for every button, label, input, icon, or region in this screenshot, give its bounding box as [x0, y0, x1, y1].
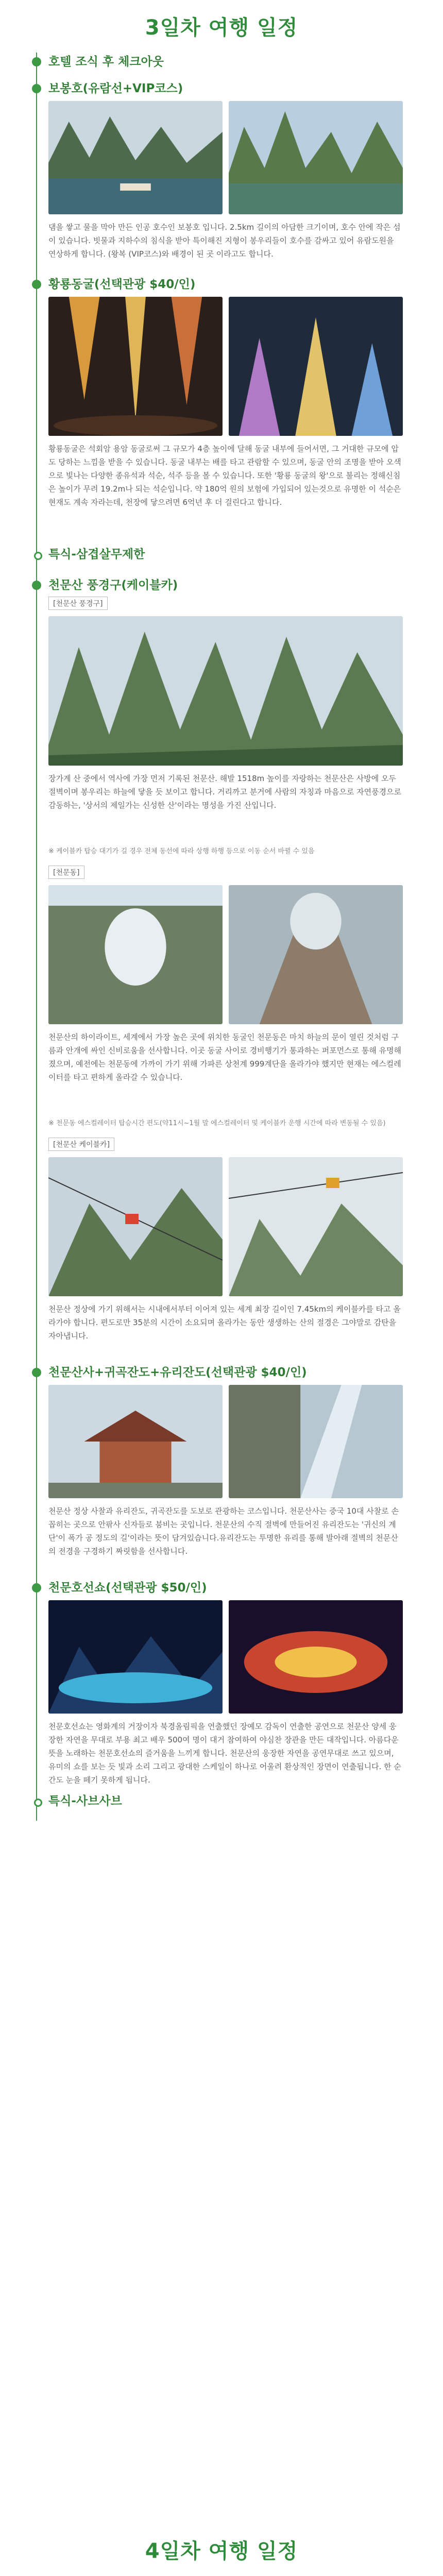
photo-row — [48, 1600, 403, 1714]
item-note: ※ 케이블카 탑승 대기가 길 경우 전체 동선에 따라 상행 하행 등으로 이동 순서 바뀔 수 있음 — [48, 848, 315, 855]
day3-title: 3일차 여행 일정 — [145, 16, 298, 40]
item-title: 천문산사+귀곡잔도+유리잔도(선택관광 $40/인) — [48, 1366, 307, 1379]
timeline-dot-icon — [32, 1368, 41, 1377]
photo-row — [48, 885, 403, 1024]
cable-car-photo — [48, 1157, 223, 1296]
item-desc: 장가계 산 중에서 역사에 가장 먼저 기록된 천문산. 해발 1518m 높이를 자랑하는 천문산은 사방에 오두 절벽이며 봉우리는 하늘에 닿을 듯 보이고 합니다. 거리까고 분거에 사람의 자칭과 마음으로 자연풍경으로 감동하는, '상서의 제일가는 신성한 산'이라는 명성을 가진 산입니다. — [48, 774, 402, 810]
timeline-dot-icon — [32, 84, 41, 93]
day3-item-glass-walk — [42, 1363, 403, 1573]
item-title: 천문산 풍경구(케이블카) — [48, 579, 178, 592]
cave-photo — [48, 297, 223, 436]
tianmen-mountain-photo — [48, 616, 403, 766]
photo-row — [48, 1385, 403, 1498]
glass-path-photo — [229, 1385, 403, 1498]
lake-boat-photo — [48, 101, 223, 214]
cave-formations-photo — [229, 297, 403, 436]
subheading: [천문산 풍경구] — [48, 597, 108, 610]
item-title: 황룡동굴(선택관광 $40/인) — [48, 278, 196, 291]
item-title: 천문호선쇼(선택관광 $50/인) — [48, 1581, 207, 1595]
photo-row — [48, 297, 403, 436]
item-desc: 댐을 쌓고 물을 막아 만든 인공 호수인 보봉호 입니다. 2.5km 길이의 아담한 크기이며, 호수 안에 작은 섬이 있습니다. 빗물과 지하수의 침식을 받아 특이해진 지형이 봉우리들이 호수를 감싸고 있어 유람도원을 연상하게 합니다. (왕복 (VIP코스)와 배경이 된 곳 이라고도 합니다. — [48, 223, 401, 259]
cable-car-view-photo — [229, 1157, 403, 1296]
photo-row — [48, 1157, 403, 1296]
item-desc: 천문산 정상에 가기 위해서는 시내에서부터 이어져 있는 세계 최장 길이인 7.45km의 케이블카를 타고 올라가야 합니다. 편도로만 35분의 시간이 소요되며 올라가는 동안 생생하는 산의 절경은 그야말로 감탄을 자아냅니다. — [48, 1304, 401, 1341]
timeline-dot-icon — [32, 280, 41, 289]
show-stage-photo — [48, 1600, 223, 1714]
lake-peaks-photo — [229, 101, 403, 214]
day4-section — [0, 2535, 443, 2576]
timeline-dot-icon — [32, 1583, 41, 1592]
tianmen-cave-photo — [48, 885, 223, 1024]
day3-item-checkout — [42, 53, 403, 79]
temple-photo — [48, 1385, 223, 1498]
day3-item-tianmen — [42, 576, 403, 1358]
day3-item-meal — [42, 545, 403, 576]
day3-item-show — [42, 1579, 403, 1787]
timeline-dot-icon — [32, 581, 41, 590]
subheading: [천문산 케이블카] — [48, 1138, 114, 1151]
subheading: [천문동] — [48, 866, 84, 879]
item-desc: 천문산 정상 사찰과 유리잔도, 귀곡잔도를 도보로 관광하는 코스입니다. 천문산사는 중국 10대 사찰로 손꼽히는 곳으로 안팎사 신자들로 붐비는 곳입니다. 천문산의 수직 절벽에 만들어진 유리잔도는 '귀신의 계단'이 폭가 공 정도의 길'이라는 뜻이 담겨있습니다.유리잔도는 투명한 유리를 통해 발아래 절벽의 천문산의 전경을 구경하기 짜릿함을 선사합니다. — [48, 1506, 399, 1556]
item-title: 특식-사브사브 — [48, 1794, 122, 1808]
item-title: 보봉호(유람선+VIP코스) — [48, 82, 183, 95]
photo-row — [48, 101, 403, 214]
timeline-dot-icon — [34, 552, 42, 560]
timeline-dot-icon — [34, 1799, 42, 1807]
item-desc: 천문산의 하이라이트, 세계에서 가장 높은 곳에 위치한 동굴인 천문동은 마치 하늘의 문이 열린 것처럼 구름과 안개에 싸인 신비로움을 선사합니다. 이곳 동굴 사이로 경비행기가 통과하는 퍼포먼스로 통해 유명해졌으며, 예전에는 천문동에 가까이 가기 위해 가파른 상천계 999계단을 올라가야 했지만 현재는 에스컬레이터를 타고 편하게 올라갈 수 있습니다. — [48, 1032, 402, 1082]
timeline-dot-icon — [32, 57, 41, 66]
day3-timeline — [42, 53, 403, 1821]
day3-item-baofeng — [42, 79, 403, 270]
item-title: 특식-삼겹살무제한 — [48, 548, 145, 561]
day3-item-cave — [42, 275, 403, 540]
item-desc: 천문호선쇼는 영화계의 거장이자 북경올림픽을 연출했던 장예모 감독이 연출한 공연으로 천문산 양세 웅장한 자연을 무대로 부용 최고 배우 500여 명이 대거 참여하여 야심찬 장관을 만든 대작입니다. 아름다운 뜻을 노래하는 천문호선쇼의 즐거움을 느끼게 합니다. 천문산의 웅장한 자연을 공연무대로 쓰고 있으며, 유미의 쇼를 보는 듯 빛과 소리 그리고 광대한 스케일이 하나로 어울려 환상적인 장면이 연출됩니다. 한 순간도 눈을 떼기 못하게 됩니다. — [48, 1722, 401, 1785]
item-desc: 황룡동굴은 석회암 용암 동굴로써 그 규모가 4층 높이에 달해 동굴 내부에 들어서면, 그 거대한 규모에 압도 당하는 느낌을 받을 수 있습니다. 동굴 내부는 배를 타고 관람할 수 있으며, 동굴 안의 조명을 받아 오색으로 빛나는 다양한 종유석과 석순, 석주 등을 볼 수 있습니다. 또한 '황룡 동굴의 왕'으로 불리는 정해신침은 높이가 무려 19.2m나 되는 석순입니다. 약 180억 원의 보험에 가입되어 있는것으로 유명한 이 석순은 현재도 계속 자라는데, 천장에 닿으려면 6억년 후 더 걸린다고 합니다. — [48, 444, 401, 507]
tianmen-stairs-photo — [229, 885, 403, 1024]
item-note: ※ 천문동 에스컬레이터 탑승시간 편도(약11시~1월 말 에스컬레이터 및 케이블카 운행 시간에 따라 변동될 수 있음) — [48, 1120, 386, 1127]
show-performers-photo — [229, 1600, 403, 1714]
day3-item-meal2 — [42, 1792, 403, 1821]
day4-title: 4일차 여행 일정 — [145, 2539, 298, 2563]
item-title: 호텔 조식 후 체크아웃 — [48, 55, 164, 69]
